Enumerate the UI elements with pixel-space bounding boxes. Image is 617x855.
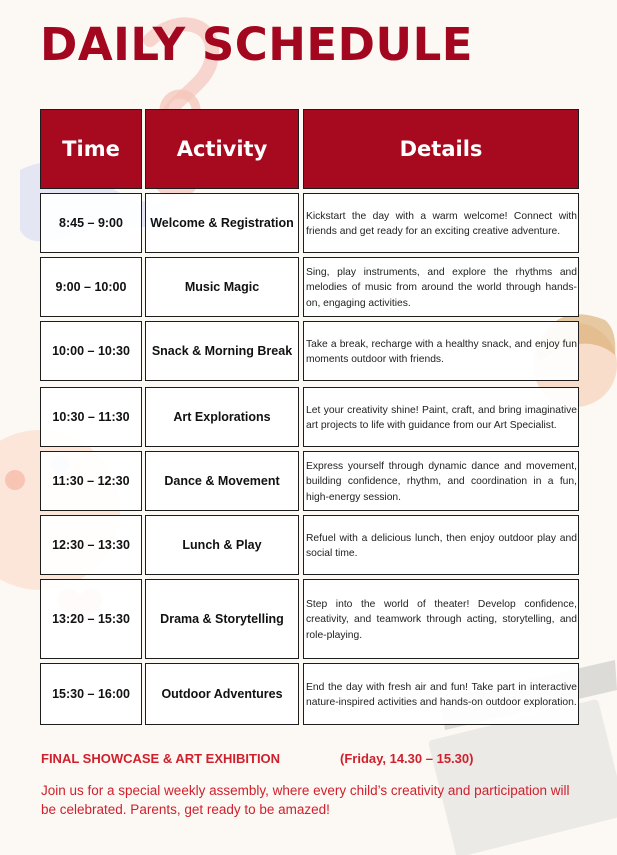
row-5-activity: Dance & Movement bbox=[145, 451, 299, 511]
time-column-header: Time bbox=[40, 109, 142, 189]
row-5-details-text: Express yourself through dynamic dance and movement, building confidence, rhythm, and coordination in a fun, high-energy session. bbox=[306, 460, 577, 503]
row-4-details bbox=[303, 387, 579, 447]
showcase-title: FINAL SHOWCASE & ART EXHIBITION bbox=[41, 751, 281, 766]
row-7-time: 13:20 – 15:30 bbox=[40, 579, 142, 659]
row-2-details bbox=[303, 257, 579, 317]
row-1-time: 8:45 – 9:00 bbox=[40, 193, 142, 253]
row-7-activity: Drama & Storytelling bbox=[145, 579, 299, 659]
row-1-details bbox=[303, 193, 579, 253]
row-3-activity: Snack & Morning Break bbox=[145, 321, 299, 381]
row-7-details-text: Step into the world of theater! Develop confidence, creativity, and teamwork through acting, storytelling, and role-playing. bbox=[306, 598, 577, 641]
row-3-time: 10:00 – 10:30 bbox=[40, 321, 142, 381]
row-8-activity: Outdoor Adventures bbox=[145, 663, 299, 725]
row-2-time: 9:00 – 10:00 bbox=[40, 257, 142, 317]
row-5-details bbox=[303, 451, 579, 511]
row-1-activity: Welcome & Registration bbox=[145, 193, 299, 253]
row-6-details bbox=[303, 515, 579, 575]
row-6-activity: Lunch & Play bbox=[145, 515, 299, 575]
page-title: DAILY SCHEDULE bbox=[40, 18, 473, 71]
row-2-activity: Music Magic bbox=[145, 257, 299, 317]
row-3-details-text: Take a break, recharge with a healthy snack, and enjoy fun moments outdoor with friends. bbox=[306, 338, 577, 365]
details-column-header: Details bbox=[303, 109, 579, 189]
paint-spot-decoration bbox=[5, 470, 25, 490]
row-6-time: 12:30 – 13:30 bbox=[40, 515, 142, 575]
row-5-time: 11:30 – 12:30 bbox=[40, 451, 142, 511]
row-2-details-text: Sing, play instruments, and explore the rhythms and melodies of music from around the world through hands-on, engaging activities. bbox=[306, 266, 577, 309]
row-6-details-text: Refuel with a delicious lunch, then enjoy outdoor play and social time. bbox=[306, 532, 577, 559]
row-4-activity: Art Explorations bbox=[145, 387, 299, 447]
assembly-note: Join us for a special weekly assembly, where every child’s creativity and participation will be celebrated. Parents, get ready to be amazed! bbox=[41, 783, 570, 817]
showcase-heading bbox=[41, 751, 474, 766]
row-4-time: 10:30 – 11:30 bbox=[40, 387, 142, 447]
row-7-details bbox=[303, 579, 579, 659]
row-4-details-text: Let your creativity shine! Paint, craft, and bring imaginative art projects to life with guidance from our Art Specialist. bbox=[306, 404, 577, 431]
row-8-time: 15:30 – 16:00 bbox=[40, 663, 142, 725]
row-1-details-text: Kickstart the day with a warm welcome! Connect with friends and get ready for an exciting creative adventure. bbox=[306, 210, 577, 237]
activity-column-header: Activity bbox=[145, 109, 299, 189]
row-8-details-text: End the day with fresh air and fun! Take part in interactive nature-inspired activities and hands-on outdoor exploration. bbox=[306, 681, 577, 708]
row-8-details bbox=[303, 663, 579, 725]
showcase-time: (Friday, 14.30 – 15.30) bbox=[340, 751, 474, 766]
row-3-details bbox=[303, 321, 579, 381]
